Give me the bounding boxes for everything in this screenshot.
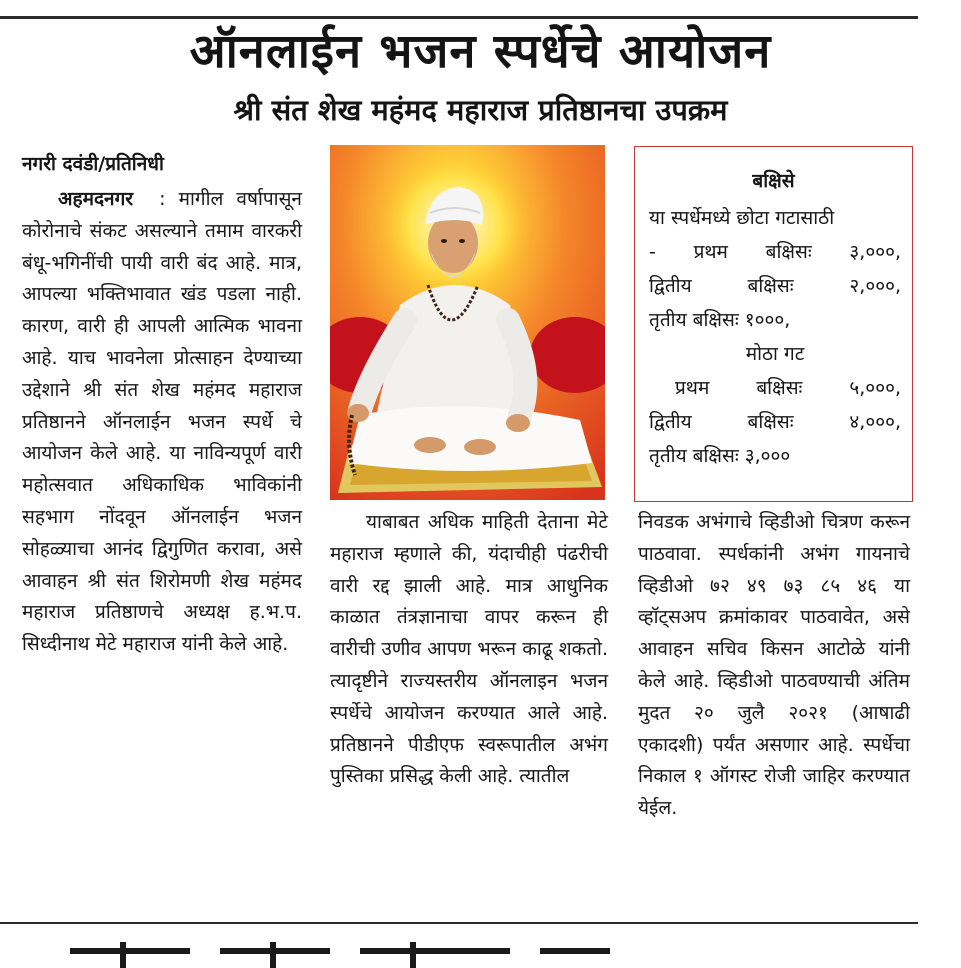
column-1-text: मागील वर्षापासून कोरोनाचे संकट असल्याने तमाम वारकरी बंधू-भगिनींची पायी वारी बंद आहे. मात्र, आपल्या भक्तिभावात खंड पडला नाही. कारण, वारी ही आपली आत्मिक भावना आहे. याच भावनेला प्रोत्साहन देण्याच्या उद्देशाने श्री संत शेख महंमद महाराज प्रतिष्ठानने ऑनलाईन भजन स्पर्धे चे आयोजन केले आहे. या नाविन्यपूर्ण वारी महोत्सवात अधिकाधिक भाविकांनी सहभाग नोंदवून ऑनलाईन भजन सोहळ्याचा आनंद द्विगुणित करावा, असे आवाहन श्री संत शिरोमणी शेख महंमद महाराज प्रतिष्ठाणचे अध्यक्ष ह.भ.प. सिध्दीनाथ मेटे महाराज यांनी केले आहे. bbox=[22, 188, 302, 656]
prize-line: तृतीय बक्षिसः ३,००० bbox=[649, 445, 791, 467]
headline: ऑनलाईन भजन स्पर्धेचे आयोजन bbox=[189, 24, 772, 79]
prize-line: द्वितीय बक्षिसः ४,०००, bbox=[649, 411, 901, 433]
article-column-3 bbox=[638, 507, 910, 825]
prizes-title: बक्षिसे bbox=[752, 170, 795, 192]
top-rule bbox=[0, 16, 918, 19]
saint-portrait-image bbox=[330, 145, 605, 500]
prize-line: द्वितीय बक्षिसः २,०००, bbox=[649, 275, 901, 297]
dateline: अहमदनगर bbox=[58, 188, 134, 210]
clipped-text-fragment-image bbox=[60, 938, 620, 968]
saint-illustration bbox=[330, 145, 605, 500]
prize-line: मोठा गट bbox=[745, 343, 805, 365]
article-column-1: अहमदनगर : मागील वर्षापासून कोरोनाचे संकट असल्याने तमाम वारकरी बंधू-भगिनींची पायी वारी बंद आहे. मात्र, आपल्या भक्तिभावात खंड पडला नाही. कारण, वारी ही आपली आत्मिक भावना आहे. याच भावनेला प्रोत्साहन देण्याच्या उद्देशाने श्री संत शेख महंमद महाराज प्रतिष्ठानने ऑनलाईन भजन स्पर्धे चे आयोजन केले आहे. या नाविन्यपूर्ण वारी महोत्सवात अधिकाधिक भाविकांनी सहभाग नोंदवून ऑनलाईन भजन सोहळ्याचा आनंद द्विगुणित करावा, असे आवाहन श्री संत शिरोमणी शेख महंमद महाराज प्रतिष्ठाणचे अध्यक्ष ह.भ.प. सिध्दीनाथ मेटे महाराज यांनी केले आहे. bbox=[22, 188, 302, 656]
article-column-2 bbox=[330, 507, 608, 793]
next-headline-fragment bbox=[60, 938, 620, 968]
prize-line: - प्रथम बक्षिसः ३,०००, bbox=[649, 241, 901, 263]
bottom-rule bbox=[0, 922, 918, 924]
column-3-text: निवडक अभंगाचे व्हिडीओ चित्रण करून पाठवावा. स्पर्धकांनी अभंग गायनाचे व्हिडीओ ७२ ४९ ७३ ८५ ४६ या व्हॉट्सअप क्रमांकावर पाठवावेत, असे आवाहन सचिव किसन आटोळे यांनी केले आहे. व्हिडीओ पाठवण्याची अंतिम मुदत २० जुलै २०२१ (आषाढी एकादशी) पर्यंत असणार आहे. स्पर्धेचा निकाल १ ऑगस्ट रोजी जाहिर करण्यात येईल. bbox=[638, 511, 910, 820]
prizes-box bbox=[634, 146, 913, 502]
prize-line: या स्पर्धेमध्ये छोटा गटासाठी bbox=[649, 207, 835, 229]
prize-line: प्रथम बक्षिसः ५,०००, bbox=[675, 377, 901, 399]
subheadline: श्री संत शेख महंमद महाराज प्रतिष्ठानचा उपक्रम bbox=[233, 93, 728, 127]
column-2-text: याबाबत अधिक माहिती देताना मेटे महाराज म्हणाले की, यंदाचीही पंढरीची वारी रद्द झाली आहे. मात्र आधुनिक काळात तंत्रज्ञानाचा वापर करून ही वारीची उणीव आपण भरून काढू शकतो. त्यादृष्टीने राज्यस्तरीय ऑनलाइन भजन स्पर्धेचे आयोजन करण्यात आले आहे. प्रतिष्ठानने पीडीएफ स्वरूपातील अभंग पुस्तिका प्रसिद्ध केली आहे. त्यातील bbox=[330, 511, 608, 788]
byline: नगरी दवंडी/प्रतिनिधी bbox=[22, 153, 164, 175]
prize-line: तृतीय बक्षिसः १०००, bbox=[649, 309, 791, 331]
